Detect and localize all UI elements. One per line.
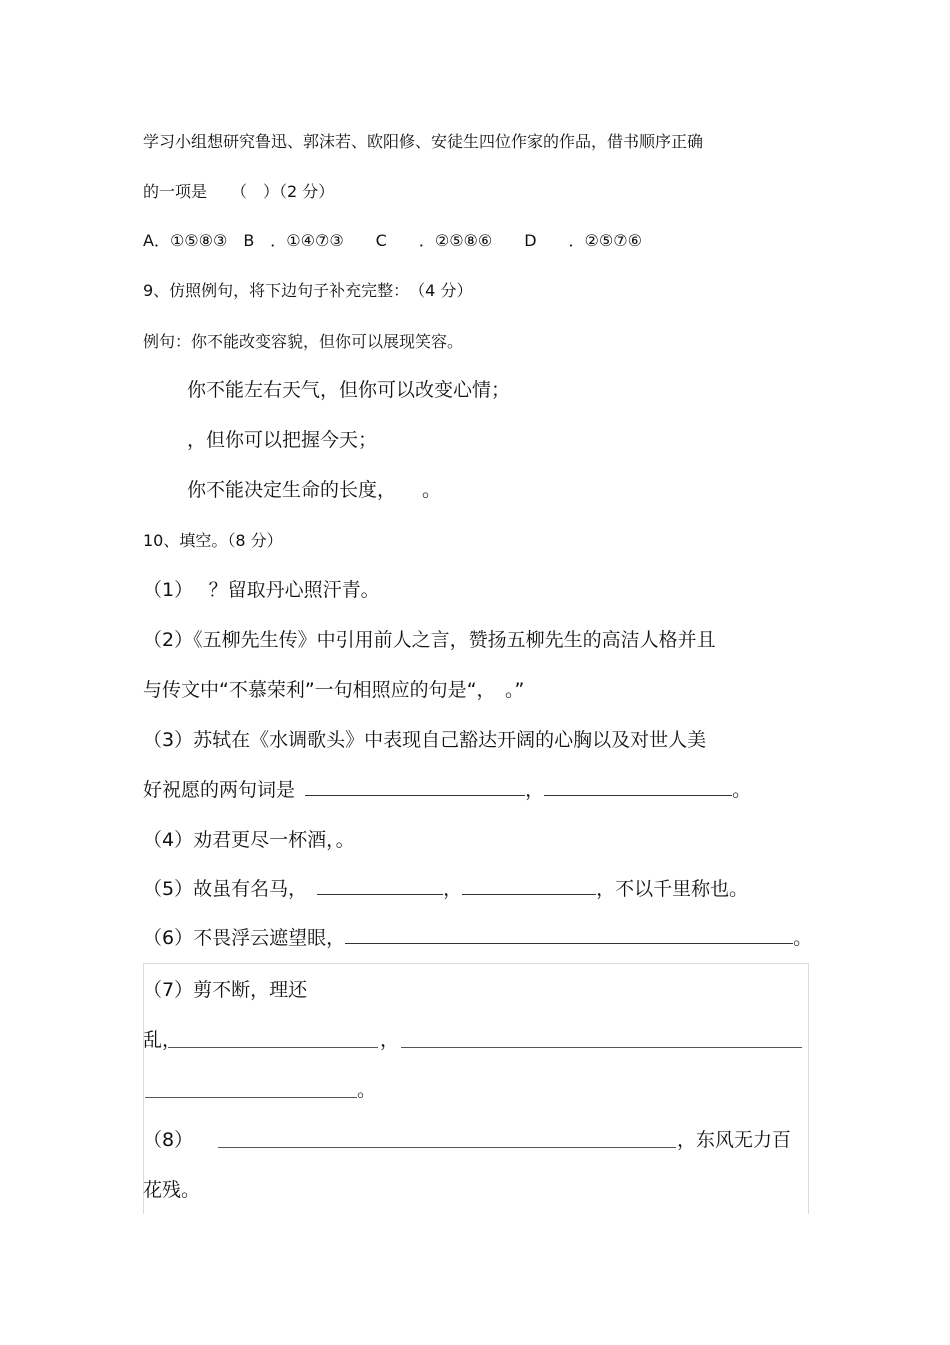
item-6-prefix: （6）不畏浮云遮望眼， (143, 927, 346, 949)
question-10-title: 10、填空。（8 分） (143, 531, 283, 550)
question-10-item-8-prefix: （8） (143, 1129, 194, 1151)
question-9-line-2: ，但你可以把握今天； (187, 429, 378, 451)
question-10-item-1: （1） ？留取丹心照汗青。 (143, 579, 380, 601)
question-10-item-4: （4）劝君更尽一杯酒，。 (143, 829, 355, 851)
item-6-blank[interactable] (345, 942, 793, 944)
item-8-blank[interactable] (218, 1147, 676, 1148)
question-9-title: 9、仿照例句，将下边句子补充完整： （4 分） (143, 281, 473, 300)
question-10-item-3-line-2 (143, 781, 751, 800)
question-9-line-3-text: 你不能决定生命的长度， (187, 479, 397, 501)
item-7-period: 。 (357, 1079, 377, 1101)
question-9-example: 例句：你不能改变容貌，但你可以展现笑容。 (143, 332, 464, 351)
item-3-comma: ， (525, 779, 545, 801)
item-3-period: 。 (732, 779, 752, 801)
item-5-blank-1[interactable] (317, 893, 443, 895)
item-3-blank-1[interactable] (305, 794, 525, 796)
question-10-item-5 (143, 880, 748, 899)
question-10-item-3-line-1: （3）苏轼在《水调歌头》中表现自己豁达开阔的心胸以及对世人美 (143, 729, 707, 751)
item-3-blank-2[interactable] (544, 794, 732, 796)
item-5-blank-2[interactable] (462, 893, 596, 895)
item-7-comma: ， (380, 1029, 400, 1051)
question-10-item-8-suffix: ，东风无力百 (677, 1129, 792, 1151)
question-9-line-1: 你不能左右天气，但你可以改变心情； (187, 379, 511, 401)
question-10-item-6 (143, 929, 812, 948)
item-7-blank-2[interactable] (401, 1047, 802, 1048)
question-10-item-2-line-2: 与传文中“不慕荣利”一句相照应的句是“， 。” (143, 679, 525, 701)
item-3-prefix: 好祝愿的两句词是 (143, 779, 296, 801)
question-10-item-2-line-1: （2）《五柳先生传》中引用前人之言，赞扬五柳先生的高洁人格并且 (143, 629, 716, 651)
question-9-line-3 (187, 481, 441, 500)
item-5-prefix: （5）故虽有名马， (143, 878, 308, 900)
item-5-suffix: ，不以千里称也。 (596, 878, 749, 900)
question-10-item-7-line-1: （7）剪不断，理还 (143, 979, 308, 1001)
question-8-options: A．①⑤⑧③ B ．①④⑦③ C ．②⑤⑧⑥ D ．②⑤⑦⑥ (143, 231, 642, 250)
item-5-comma: ， (443, 878, 463, 900)
question-10-item-7-line-2: 乱， (143, 1029, 182, 1051)
item-7-blank-1[interactable] (168, 1047, 378, 1048)
question-8-stem-line-1: 学习小组想研究鲁迅、郭沫若、欧阳修、安徒生四位作家的作品，借书顺序正确 (143, 132, 704, 151)
item-7-blank-3[interactable] (145, 1097, 357, 1098)
question-10-item-8-tail: 花残。 (143, 1179, 201, 1201)
question-8-stem-line-2: 的一项是 （ ）（2 分） (143, 182, 335, 201)
item-6-period: 。 (793, 927, 813, 949)
question-9-line-3-period: 。 (422, 479, 442, 501)
